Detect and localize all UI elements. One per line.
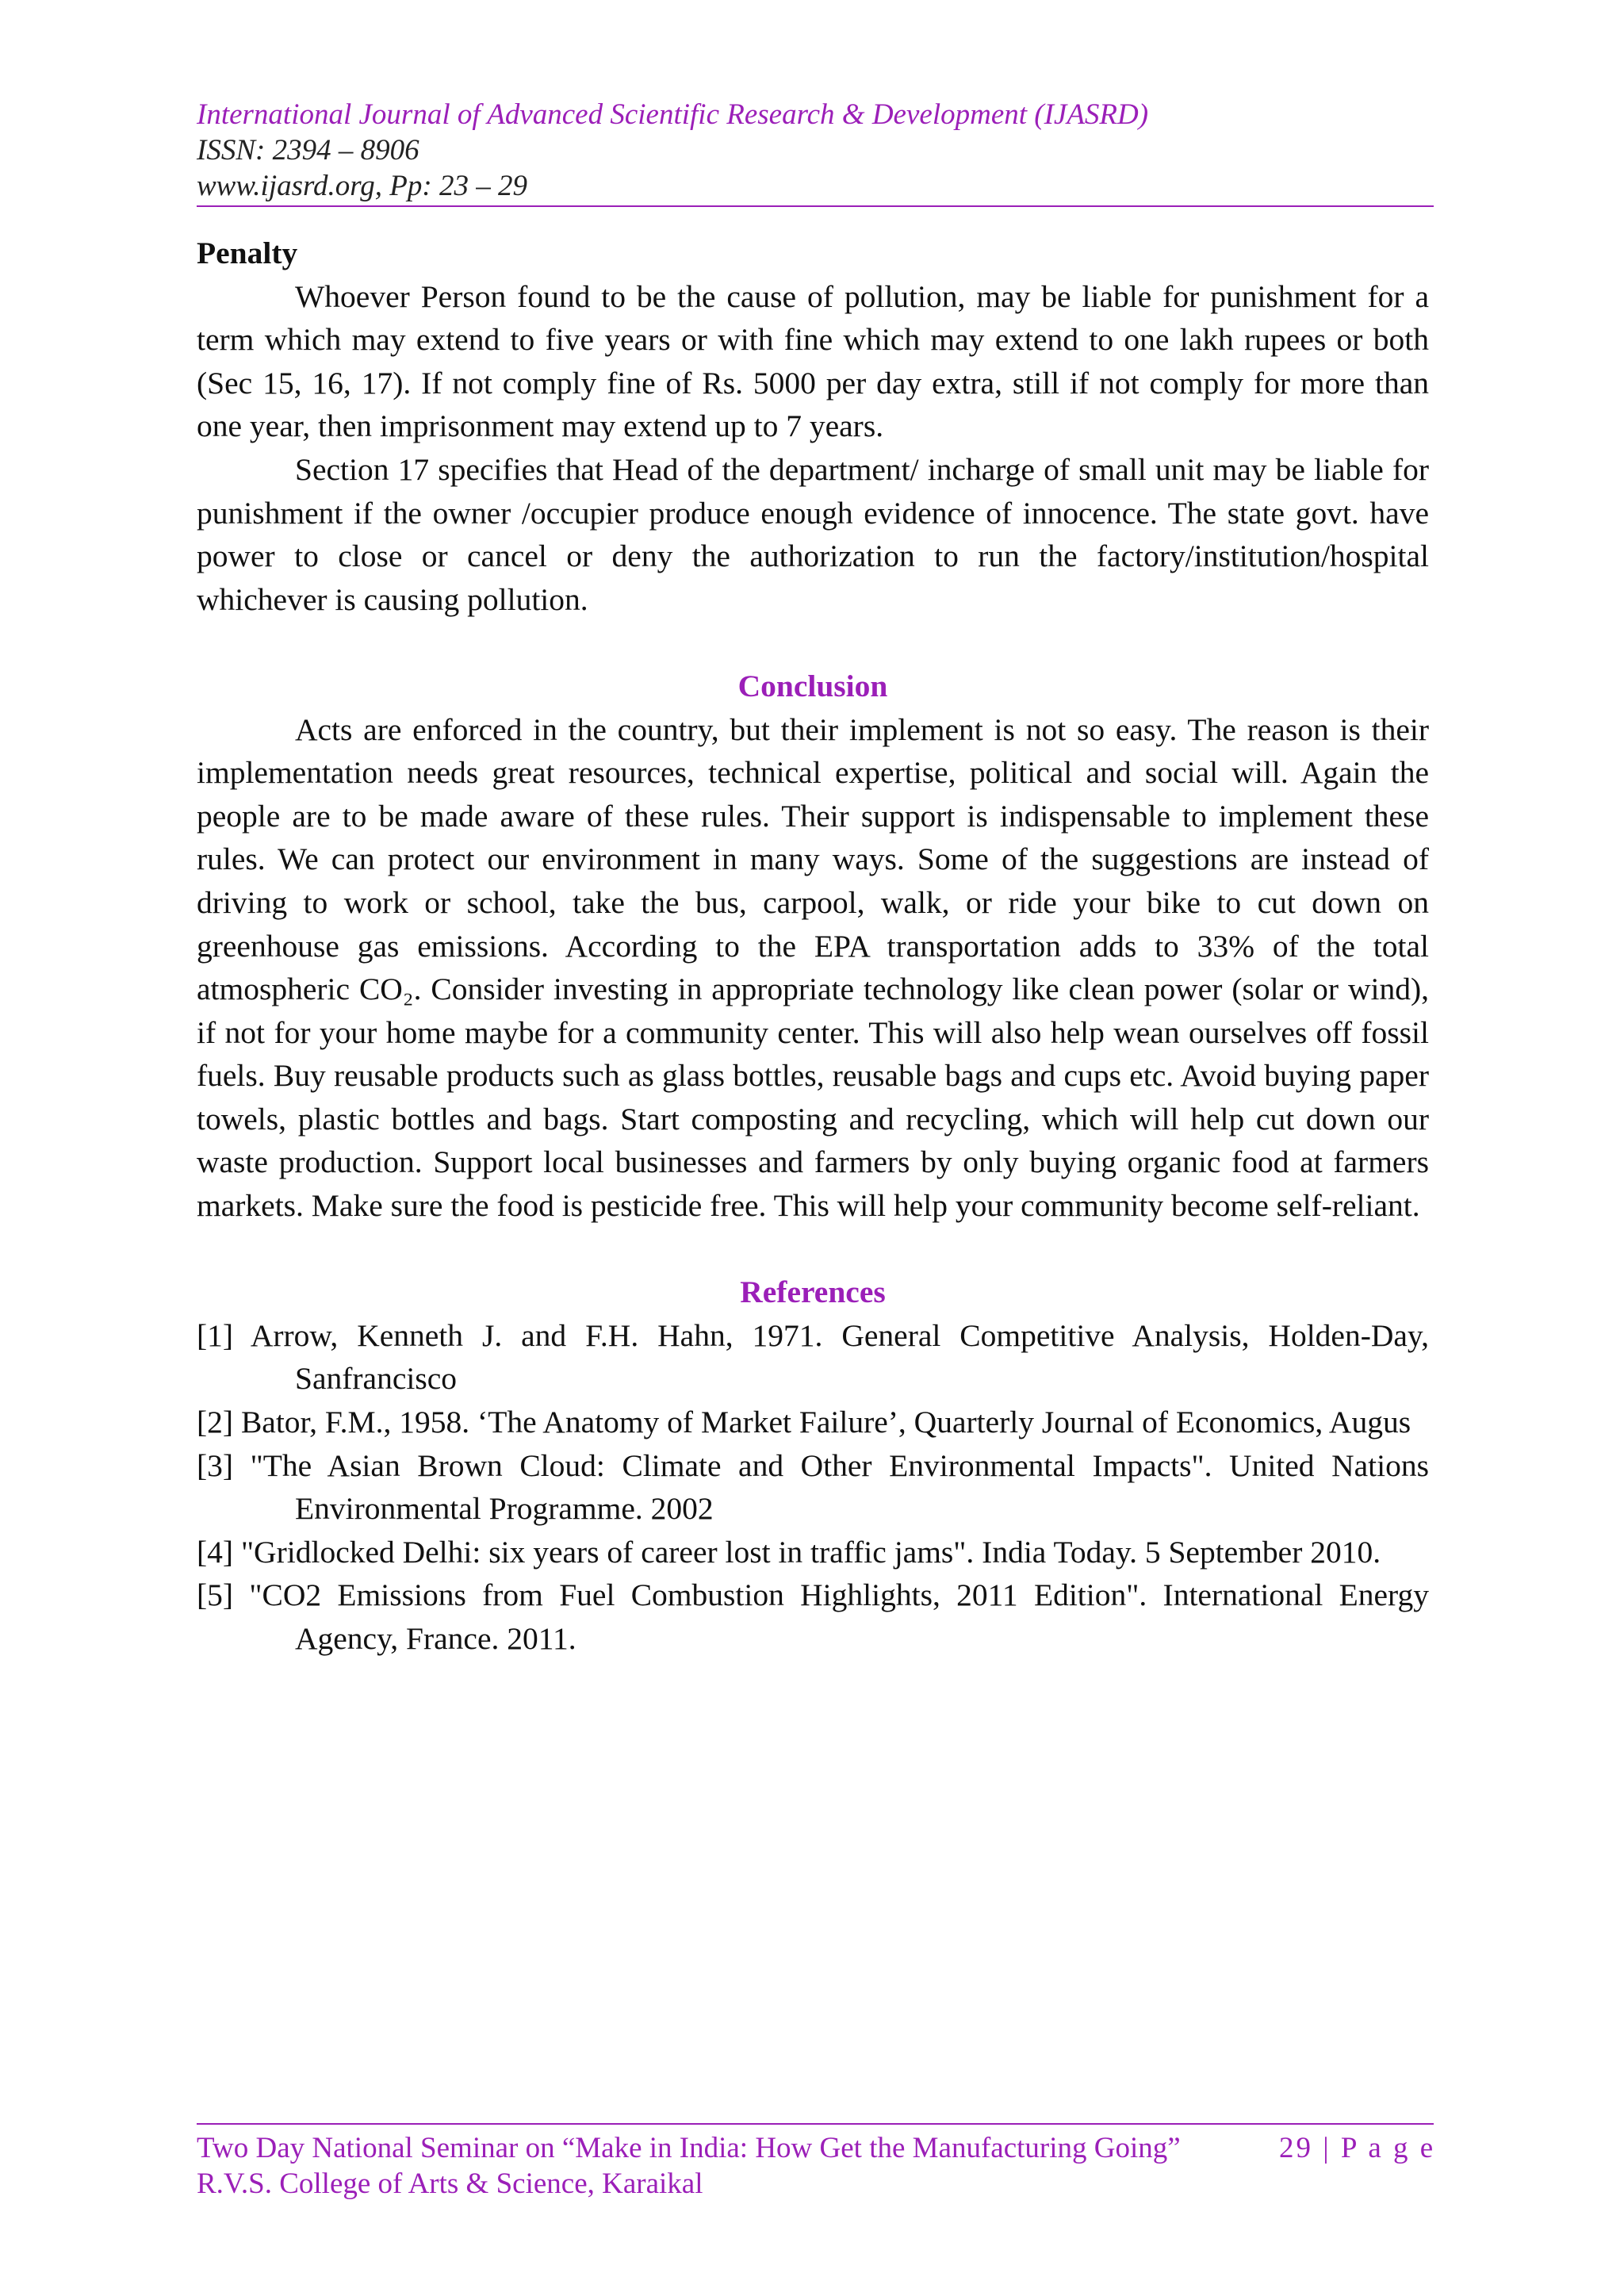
reference-number: [4]: [197, 1534, 241, 1570]
penalty-paragraph-1: Whoever Person found to be the cause of pollution, may be liable for punishment for a term which may extend to five years or with fine which may extend to one lakh rupees or both (Sec 15, 16, 17). If not comply fine of Rs. 5000 per day extra, still if not comply for more than one year, then imprisonment may extend up to 7 years.: [197, 278, 1429, 444]
page-number: 29 | P a g e: [1279, 2132, 1436, 2164]
seminar-title: Two Day National Seminar on “Make in India: How Get the Manufacturing Going”: [197, 2132, 1181, 2164]
references-heading: References: [740, 1274, 886, 1310]
reference-item: [197, 1531, 1429, 1574]
spacer: [197, 621, 1429, 665]
reference-number: [2]: [197, 1405, 241, 1440]
reference-text: "The Asian Brown Cloud: Climate and Other Environmental Impacts". United Nations Environmental Programme. 2002: [250, 1447, 1429, 1527]
references-section: [197, 1271, 1429, 1660]
footer-divider: [197, 2123, 1434, 2125]
reference-number: [1]: [197, 1317, 251, 1353]
reference-item: [197, 1401, 1429, 1444]
college-name: R.V.S. College of Arts & Science, Karaikal: [197, 2168, 703, 2200]
reference-item: [197, 1444, 1429, 1531]
journal-website-pages: www.ijasrd.org, Pp: 23 – 29: [197, 170, 527, 202]
running-header: [197, 97, 1434, 204]
reference-item: [197, 1573, 1429, 1660]
journal-issn: ISSN: 2394 – 8906: [197, 134, 419, 167]
conclusion-paragraph: Acts are enforced in the country, but their implement is not so easy. The reason is their implementation needs great resources, technical expertise, political and social will. Again the people are to be made aware of these rules. Their support is indispensable to implement these rules. We can protect our environment in many ways. Some of the suggestions are instead of driving to work or school, take the bus, carpool, walk, or ride your bike to cut down on greenhouse gas emissions. According to the EPA transportation adds to 33% of the total atmospheric CO₂. Consider investing in appropriate technology like clean power (solar or wind), if not for your home maybe for a community center. This will also help wean ourselves off fossil fuels. Buy reusable products such as glass bottles, reusable bags and cups etc. Avoid buying paper towels, plastic bottles and bags. Start composting and recycling, which will help cut down our waste production. Support local businesses and farmers by only buying organic food at farmers markets. Make sure the food is pesticide free. This will help your community become self-reliant.: [197, 711, 1429, 1224]
reference-text: Arrow, Kenneth J. and F.H. Hahn, 1971. General Competitive Analysis, Holden-Day, Sanfrancisco: [250, 1317, 1429, 1397]
reference-number: [3]: [197, 1447, 251, 1483]
reference-text: "CO2 Emissions from Fuel Combustion Highlights, 2011 Edition". International Energy Agency, France. 2011.: [249, 1577, 1429, 1656]
header-divider: [197, 205, 1434, 207]
reference-text: Bator, F.M., 1958. ‘The Anatomy of Market Failure’, Quarterly Journal of Economics, Augus: [240, 1405, 1411, 1440]
footer-row: [197, 2130, 1434, 2166]
conclusion-section: [197, 665, 1429, 1228]
penalty-paragraph-2: Section 17 specifies that Head of the department/ incharge of small unit may be liable for punishment if the owner /occupier produce enough evidence of innocence. The state govt. have power to close or cancel or deny the authorization to run the factory/institution/hospital whichever is causing pollution.: [197, 451, 1429, 617]
reference-text: "Gridlocked Delhi: six years of career lost in traffic jams". India Today. 5 September 2010.: [240, 1534, 1381, 1570]
conclusion-heading: Conclusion: [737, 668, 888, 703]
running-footer: [197, 2130, 1434, 2202]
reference-number: [5]: [197, 1577, 250, 1613]
reference-item: [197, 1314, 1429, 1401]
penalty-heading: Penalty: [197, 236, 298, 270]
spacer: [197, 1228, 1429, 1271]
journal-title: International Journal of Advanced Scientific Research & Development (IJASRD): [197, 98, 1149, 131]
reference-list: [197, 1314, 1429, 1661]
penalty-section: [197, 232, 1429, 621]
article-body: [197, 232, 1429, 1661]
